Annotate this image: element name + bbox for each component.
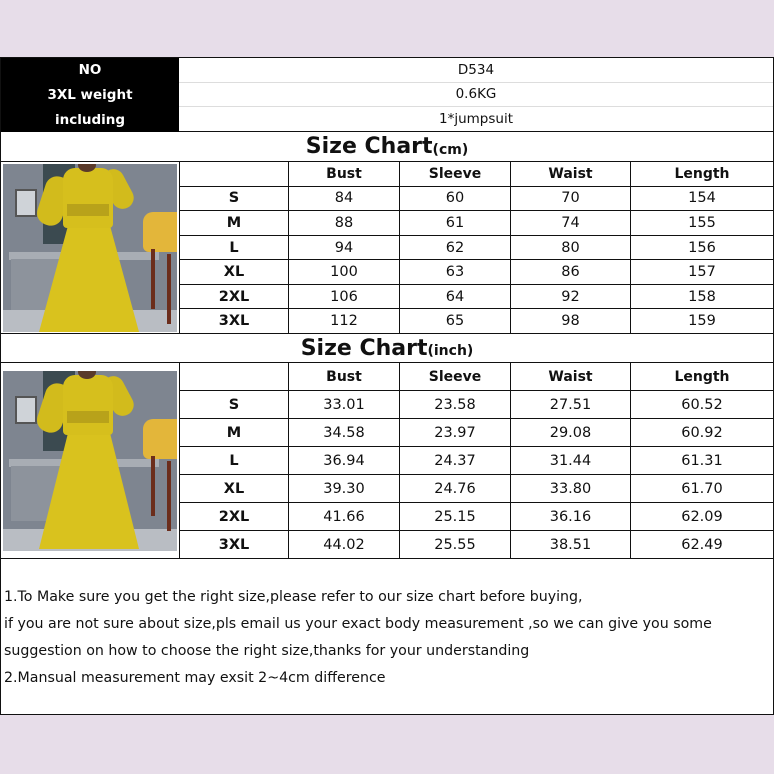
size-label: S: [179, 391, 288, 418]
inch-grid: [179, 363, 773, 558]
size-label: 2XL: [179, 503, 288, 530]
sleeve-value: 24.76: [399, 475, 510, 502]
cm-header-row: [179, 162, 773, 187]
product-info-values: [179, 58, 773, 132]
inch-col-sleeve: Sleeve: [399, 363, 510, 390]
table-row: [179, 309, 773, 333]
sleeve-value: 63: [399, 260, 510, 284]
waist-value: 36.16: [510, 503, 630, 530]
waist-value: 92: [510, 285, 630, 309]
waist-value: 29.08: [510, 419, 630, 446]
bust-value: 84: [288, 187, 399, 211]
product-info-labels: [1, 58, 179, 132]
label-weight: 3XL weight: [47, 86, 133, 103]
value-no: D534: [179, 58, 773, 83]
cm-chart-title: [1, 132, 773, 162]
inch-col-size: [179, 363, 288, 390]
table-row: [179, 531, 773, 558]
bust-value: 106: [288, 285, 399, 309]
waist-value: 27.51: [510, 391, 630, 418]
bust-value: 34.58: [288, 419, 399, 446]
inch-size-table: [1, 363, 773, 559]
sleeve-value: 61: [399, 211, 510, 235]
note-line: 2.Mansual measurement may exsit 2~4cm difference: [4, 670, 386, 686]
product-photo-inch: [3, 371, 177, 551]
inch-title-text: Size Chart: [300, 335, 428, 361]
cm-unit-text: (cm): [432, 141, 469, 158]
bust-value: 39.30: [288, 475, 399, 502]
table-row: [179, 447, 773, 475]
sleeve-value: 25.15: [399, 503, 510, 530]
size-label: XL: [179, 475, 288, 502]
waist-value: 33.80: [510, 475, 630, 502]
sleeve-value: 23.97: [399, 419, 510, 446]
length-value: 61.31: [630, 447, 773, 474]
sleeve-value: 65: [399, 309, 510, 333]
size-chart-sheet: [0, 57, 774, 715]
table-row: [179, 211, 773, 236]
bust-value: 88: [288, 211, 399, 235]
water-dispenser-icon: [15, 189, 37, 217]
bust-value: 112: [288, 309, 399, 333]
product-info-header: [1, 58, 773, 132]
label-including: including: [54, 111, 126, 128]
bust-value: 44.02: [288, 531, 399, 558]
water-dispenser-icon: [15, 396, 37, 424]
sleeve-value: 64: [399, 285, 510, 309]
cm-size-table: [1, 162, 773, 334]
note-line: if you are not sure about size,pls email us your exact body measurement ,so we can give you some: [4, 616, 712, 632]
waist-value: 74: [510, 211, 630, 235]
size-label: M: [179, 211, 288, 235]
table-row: [179, 260, 773, 285]
length-value: 60.92: [630, 419, 773, 446]
cm-col-sleeve: Sleeve: [399, 162, 510, 186]
size-label: L: [179, 236, 288, 260]
bust-value: 33.01: [288, 391, 399, 418]
size-label: M: [179, 419, 288, 446]
inch-col-waist: Waist: [510, 363, 630, 390]
waist-value: 38.51: [510, 531, 630, 558]
size-label: 3XL: [179, 309, 288, 333]
inch-unit-text: (inch): [427, 343, 474, 359]
length-value: 154: [630, 187, 773, 211]
sleeve-value: 62: [399, 236, 510, 260]
bust-value: 36.94: [288, 447, 399, 474]
product-photo-cm: [3, 164, 177, 332]
size-label: XL: [179, 260, 288, 284]
cm-title-text: Size Chart: [305, 134, 433, 159]
value-including: 1*jumpsuit: [179, 107, 773, 132]
length-value: 60.52: [630, 391, 773, 418]
length-value: 61.70: [630, 475, 773, 502]
bust-value: 94: [288, 236, 399, 260]
waist-value: 31.44: [510, 447, 630, 474]
table-row: [179, 475, 773, 503]
waist-value: 80: [510, 236, 630, 260]
size-label: S: [179, 187, 288, 211]
inch-col-bust: Bust: [288, 363, 399, 390]
waist-value: 70: [510, 187, 630, 211]
inch-chart-title: [1, 334, 773, 363]
sleeve-value: 24.37: [399, 447, 510, 474]
label-no: NO: [78, 62, 102, 79]
cm-col-length: Length: [630, 162, 773, 186]
sleeve-value: 23.58: [399, 391, 510, 418]
cm-col-size: [179, 162, 288, 186]
cm-col-bust: Bust: [288, 162, 399, 186]
note-line: suggestion on how to choose the right size,thanks for your understanding: [4, 643, 530, 659]
bust-value: 100: [288, 260, 399, 284]
length-value: 158: [630, 285, 773, 309]
table-row: [179, 285, 773, 310]
value-weight: 0.6KG: [179, 83, 773, 108]
waist-value: 98: [510, 309, 630, 333]
table-row: [179, 236, 773, 261]
waist-value: 86: [510, 260, 630, 284]
chair-shape: [143, 212, 177, 252]
size-label: 3XL: [179, 531, 288, 558]
length-value: 159: [630, 309, 773, 333]
size-label: L: [179, 447, 288, 474]
chair-shape: [143, 419, 177, 459]
length-value: 156: [630, 236, 773, 260]
sleeve-value: 25.55: [399, 531, 510, 558]
table-row: [179, 187, 773, 212]
cm-col-waist: Waist: [510, 162, 630, 186]
sleeve-value: 60: [399, 187, 510, 211]
table-row: [179, 391, 773, 419]
cm-grid: [179, 162, 773, 333]
length-value: 157: [630, 260, 773, 284]
length-value: 155: [630, 211, 773, 235]
inch-header-row: [179, 363, 773, 391]
size-label: 2XL: [179, 285, 288, 309]
table-row: [179, 503, 773, 531]
table-row: [179, 419, 773, 447]
sizing-notes: [1, 559, 773, 714]
note-line: 1.To Make sure you get the right size,please refer to our size chart before buying,: [4, 589, 583, 605]
inch-col-length: Length: [630, 363, 773, 390]
bust-value: 41.66: [288, 503, 399, 530]
length-value: 62.49: [630, 531, 773, 558]
length-value: 62.09: [630, 503, 773, 530]
